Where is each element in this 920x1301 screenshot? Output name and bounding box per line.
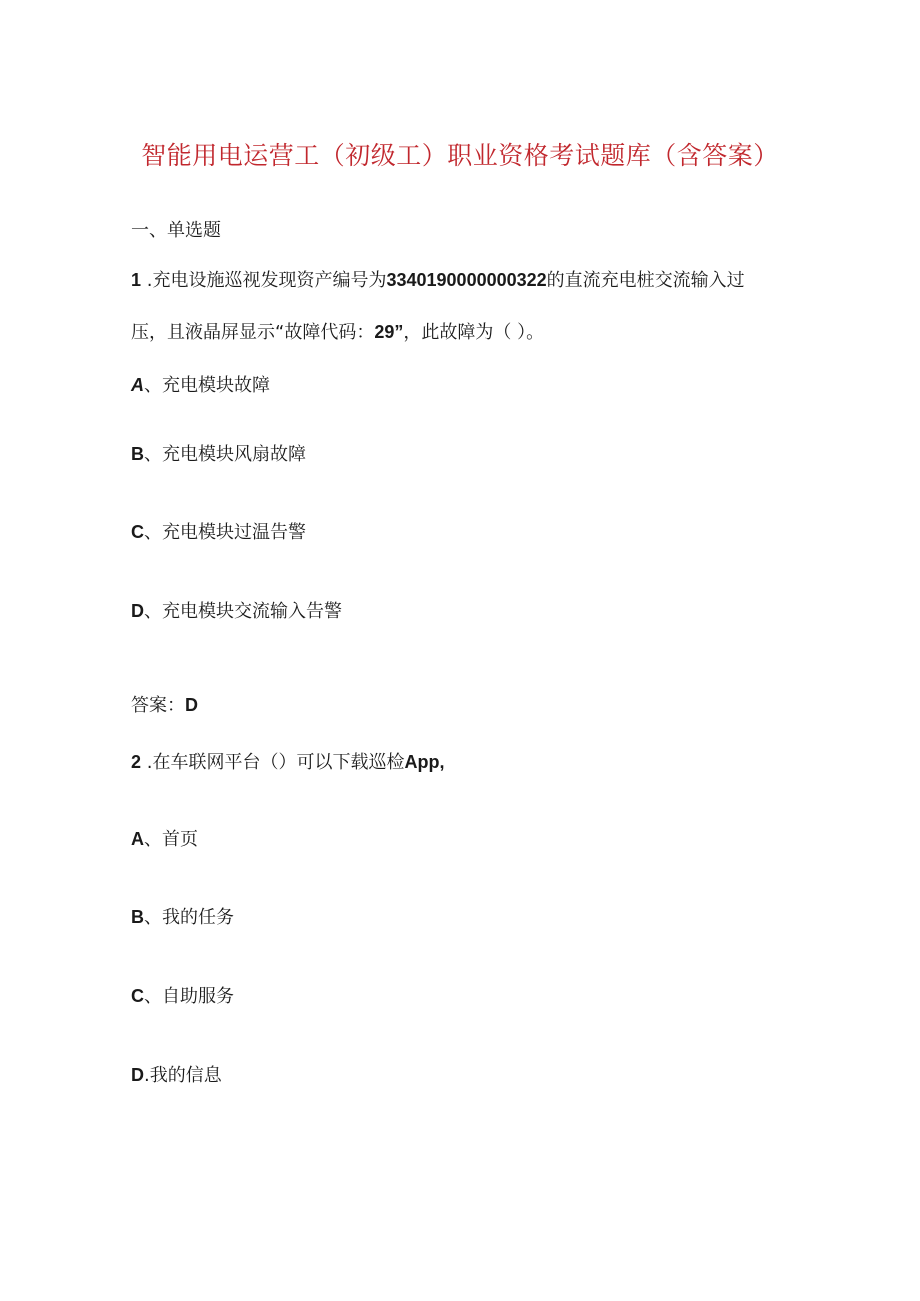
question-2-option-b [131, 906, 234, 929]
question-stem-text: .充电设施巡视发现资产编号为 [146, 270, 387, 291]
document-title: 智能用电运营工（初级工）职业资格考试题库（含答案） [141, 141, 779, 170]
option-separator: 、 [144, 986, 162, 1007]
asset-code: 3340190000000322 [386, 270, 547, 290]
question-number: 2 [131, 752, 142, 772]
option-letter: D [131, 601, 144, 621]
option-separator: 、 [144, 375, 162, 396]
answer-label: 答案： [131, 695, 185, 716]
option-text: 充电模块过温告警 [162, 522, 306, 543]
option-letter: B [131, 444, 144, 464]
option-text: 充电模块故障 [162, 375, 270, 396]
option-text: 我的信息 [149, 1065, 222, 1086]
option-text: 充电模块交流输入告警 [162, 601, 342, 622]
option-separator: . [144, 1065, 150, 1086]
option-text: 我的任务 [162, 907, 234, 928]
app-name: App, [404, 752, 445, 772]
question-2-stem [131, 751, 444, 774]
question-1-stem-line-2 [131, 321, 544, 344]
question-stem-text: .在车联网平台（）可以下载巡检 [146, 752, 405, 773]
question-1-option-d [131, 600, 342, 623]
question-2-option-a [131, 828, 198, 851]
question-1-stem-line-1 [131, 269, 745, 292]
fault-code: 29” [374, 322, 404, 342]
answer-value: D [185, 695, 198, 715]
option-letter: A [131, 829, 144, 849]
question-stem-text: 压，且液晶屏显示“故障代码： [131, 322, 375, 343]
option-text: 首页 [162, 829, 198, 850]
option-separator: 、 [144, 444, 162, 465]
question-1-option-b [131, 443, 306, 466]
option-letter: C [131, 522, 144, 542]
option-letter: D [131, 1065, 144, 1085]
question-stem-text: 的直流充电桩交流输入过 [546, 270, 745, 291]
question-stem-text: ，此故障为（ ）。 [403, 322, 545, 343]
question-number: 1 [131, 270, 142, 290]
option-letter: C [131, 986, 144, 1006]
question-2-option-d [131, 1064, 222, 1087]
question-2-option-c [131, 985, 234, 1008]
option-letter: A [131, 375, 144, 395]
option-separator: 、 [144, 601, 162, 622]
option-letter: B [131, 907, 144, 927]
option-text: 自助服务 [162, 986, 234, 1007]
option-separator: 、 [144, 522, 162, 543]
question-1-answer [131, 694, 198, 717]
option-separator: 、 [144, 907, 162, 928]
question-1-option-a [131, 374, 270, 397]
option-text: 充电模块风扇故障 [162, 444, 306, 465]
option-separator: 、 [144, 829, 162, 850]
section-heading: 一、单选题 [131, 220, 221, 241]
question-1-option-c [131, 521, 306, 544]
